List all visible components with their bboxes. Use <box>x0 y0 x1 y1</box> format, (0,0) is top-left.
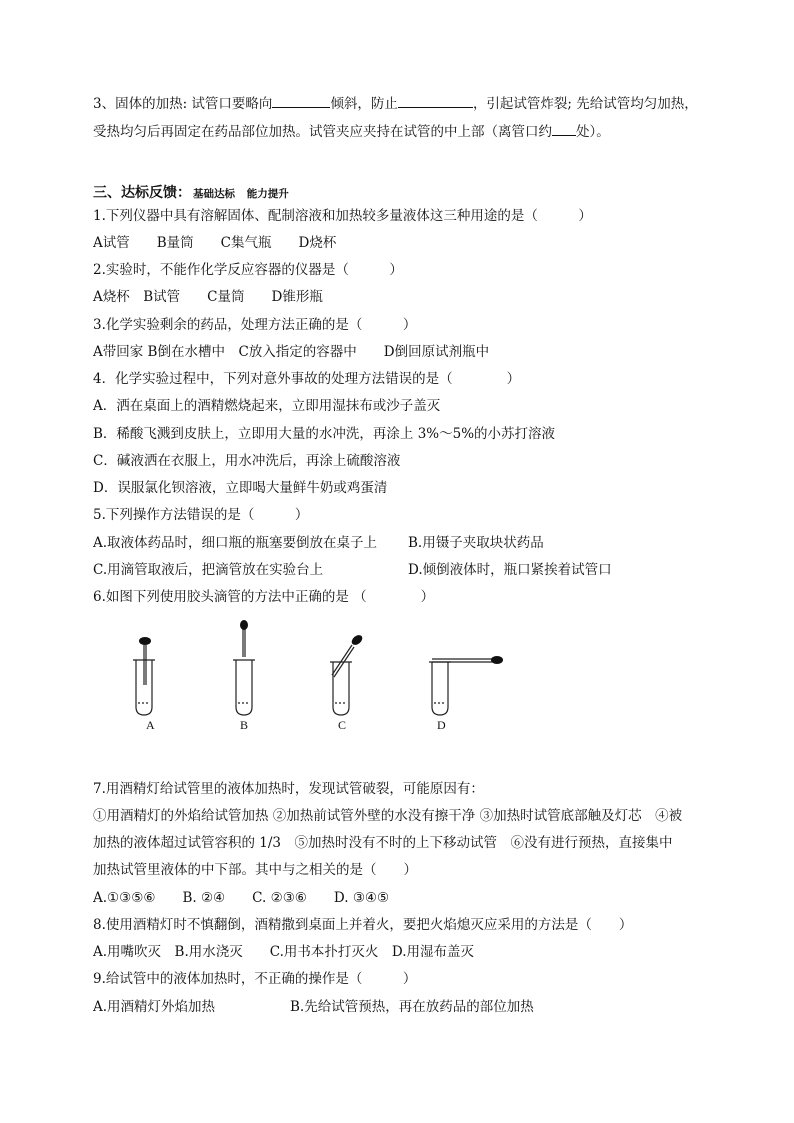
question-4-option-d: D．误服氯化钡溶液，立即喝大量鲜牛奶或鸡蛋清 <box>93 480 388 496</box>
figure-label-d: D <box>437 718 446 732</box>
dropper-bulb-b <box>240 620 248 630</box>
question-5-option-a: A.取液体药品时，细口瓶的瓶塞要倒放在桌子上 <box>93 535 378 551</box>
question-9-stem: 9.给试管中的液体加热时，不正确的操作是（ ） <box>93 971 417 987</box>
question-6-stem: 6.如图下列使用胶头滴管的方法中正确的是 （ ） <box>93 589 435 605</box>
figure-label-a: A <box>146 718 155 732</box>
text: 受热均匀后再固定在药品部位加热。试管夹应夹持在试管的中上部（离管口约 <box>93 124 552 140</box>
blank[interactable] <box>272 93 330 108</box>
question-7-stem: 7.用酒精灯给试管里的液体加热时，发现试管破裂，可能原因有： <box>93 781 484 797</box>
question-7-line-2: ①用酒精灯的外焰给试管加热 ②加热前试管外壁的水没有擦干净 ③加热时试管底部触及灯芯 ④被 <box>93 808 683 824</box>
question-7-line-3: 加热的液体超过试管容积的 1/3 ⑤加热时没有不时的上下移动试管 ⑥没有进行预热，直接集中 <box>93 835 673 851</box>
question-5-option-c: C.用滴管取液后，把滴管放在实验台上 <box>93 562 324 578</box>
question-9-option-b: B.先给试管预热，再在放药品的部位加热 <box>290 999 534 1015</box>
question-3-options: A带回家 B倒在水槽中 C放入指定的容器中 D倒回原试剂瓶中 <box>93 344 490 360</box>
question-5-stem: 5.下列操作方法错误的是（ ） <box>93 507 309 523</box>
dropper-bulb-d <box>491 656 503 664</box>
question-1-options: A试管 B量筒 C集气瓶 D烧杯 <box>93 235 337 251</box>
question-4-option-c: C．碱液洒在衣服上，用水冲洗后，再涂上硫酸溶液 <box>93 453 401 469</box>
question-9-option-a: A.用酒精灯外焰加热 <box>93 999 216 1015</box>
dropper-diagram <box>120 615 520 740</box>
heading-title: 三、达标反馈： <box>93 185 191 201</box>
figure-label-c: C <box>338 718 347 732</box>
question-7-line-4: 加热试管里液体的中下部。其中与之相关的是（ ） <box>93 862 417 878</box>
question-2-stem: 2.实验时，不能作化学反应容器的仪器是（ ） <box>93 262 403 278</box>
solid-heating-line-1 <box>93 93 698 114</box>
text: ，引起试管炸裂; 先给试管均匀加热， <box>472 96 698 112</box>
test-tube-d <box>432 662 448 715</box>
test-tube-b <box>236 660 252 715</box>
dropper-figure <box>120 615 520 740</box>
question-4-option-b: B．稀酸飞溅到皮肤上，立即用大量的水冲洗，再涂上 3%～5%的小苏打溶液 <box>93 426 556 442</box>
dropper-bulb-c <box>350 633 364 647</box>
question-5-option-b: B.用镊子夹取块状药品 <box>408 535 544 551</box>
section-heading <box>93 183 289 204</box>
heading-tag: 能力提升 <box>246 188 289 200</box>
dropper-bulb-a <box>139 637 151 645</box>
solid-heating-line-2 <box>93 121 610 142</box>
question-4-option-a: A．洒在桌面上的酒精燃烧起来，立即用湿抹布或沙子盖灭 <box>93 398 441 414</box>
heading-tag: 基础达标 <box>193 188 235 200</box>
question-5-option-d: D.倾倒液体时，瓶口紧挨着试管口 <box>408 562 612 578</box>
question-7-options: A.①③⑤⑥ B. ②④ C. ②③⑥ D. ③④⑤ <box>93 890 390 906</box>
blank[interactable] <box>398 93 473 108</box>
figure-label-b: B <box>240 718 249 732</box>
text: 3、固体的加热: 试管口要略向 <box>93 96 273 112</box>
question-4-stem: 4．化学实验过程中，下列对意外事故的处理方法错误的是（ ） <box>93 371 521 387</box>
question-8-options: A.用嘴吹灭 B.用水浇灭 C.用书本扑打灭火 D.用湿布盖灭 <box>93 944 475 960</box>
question-2-options: A烧杯 B试管 C量筒 D锥形瓶 <box>93 289 323 305</box>
question-3-stem: 3.化学实验剩余的药品，处理方法正确的是（ ） <box>93 317 417 333</box>
text: 倾斜，防止 <box>330 96 398 112</box>
question-8-stem: 8.使用酒精灯时不慎翻倒，酒精撒到桌面上并着火，要把火焰熄灭应采用的方法是（ ） <box>93 917 633 933</box>
question-1-stem: 1.下列仪器中具有溶解固体、配制溶液和加热较多量液体这三种用途的是（ ） <box>93 208 592 224</box>
text: 处）。 <box>576 124 610 140</box>
blank[interactable] <box>552 121 576 136</box>
